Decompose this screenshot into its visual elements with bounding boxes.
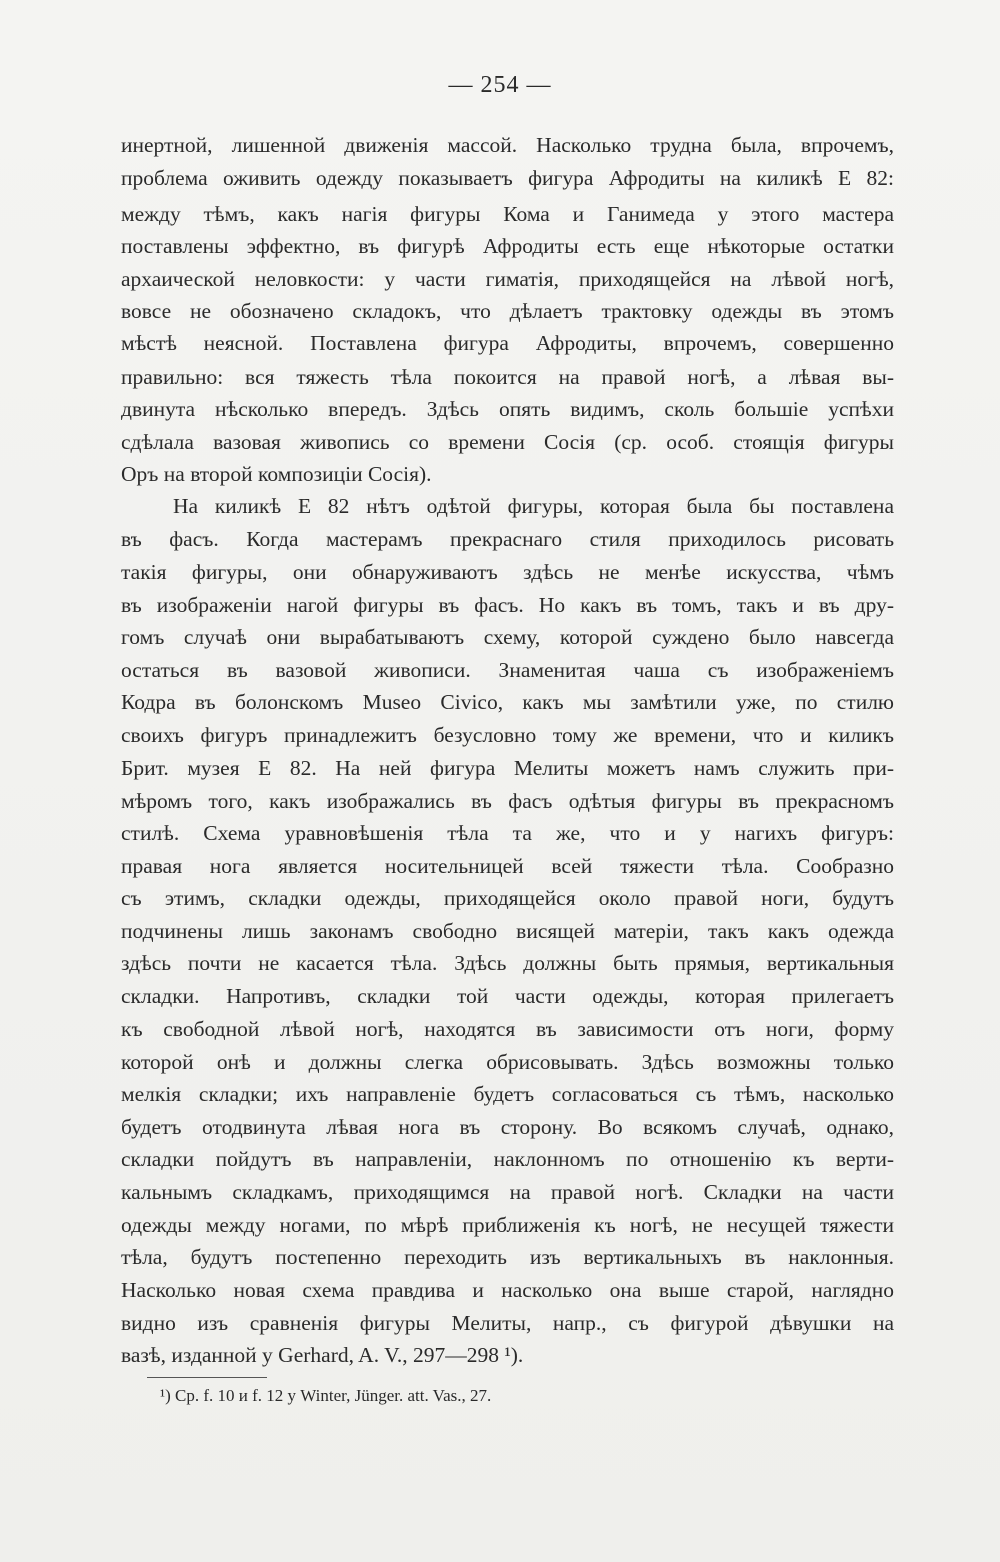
text-line: въ изображеніи нагой фигуры въ фасъ. Но какъ въ томъ, такъ и въ дру- [121,593,894,617]
footnote: ¹) Ср. f. 10 и f. 12 у Winter, Jünger. att. Vas., 27. [160,1386,492,1405]
text-line: инертной, лишенной движенія массой. Насколько трудна была, впрочемъ, [121,133,894,157]
footnote-divider [147,1377,267,1378]
text-line: будетъ отодвинута лѣвая нога въ сторону. Во всякомъ случаѣ, однако, [121,1115,894,1139]
text-line: остаться въ вазовой живописи. Знаменитая чаша съ изображеніемъ [121,658,894,682]
text-line: вовсе не обозначено складокъ, что дѣлаетъ трактовку одежды въ этомъ [121,299,894,323]
text-line: поставлены эффектно, въ фигурѣ Афродиты есть еще нѣкоторые остатки [121,234,894,258]
text-line: Оръ на второй композиціи Сосія). [121,462,432,486]
text-line: складки пойдутъ въ направленіи, наклонномъ по отношенію къ верти- [121,1147,894,1171]
text-line: кальнымъ складкамъ, приходящимся на правой ногѣ. Складки на части [121,1180,894,1204]
text-line: мѣромъ того, какъ изображались въ фасъ одѣтыя фигуры въ прекрасномъ [121,789,894,813]
text-line: двинута нѣсколько впередъ. Здѣсь опять видимъ, сколь большіе успѣхи [121,397,894,421]
text-line: здѣсь почти не касается тѣла. Здѣсь должны быть прямыя, вертикальныя [121,951,894,975]
text-line: видно изъ сравненія фигуры Мелиты, напр., съ фигурой дѣвушки на [121,1311,894,1335]
text-line: своихъ фигуръ принадлежитъ безусловно тому же времени, что и киликъ [121,723,894,747]
text-line: въ фасъ. Когда мастерамъ прекраснаго стиля приходилось рисовать [121,527,894,551]
text-line: которой онѣ и должны слегка обрисовывать. Здѣсь возможны только [121,1050,894,1074]
text-line: На киликѣ E 82 нѣтъ одѣтой фигуры, которая была бы поставлена [173,494,894,518]
text-line: между тѣмъ, какъ нагія фигуры Кома и Ганимеда у этого мастера [121,202,894,226]
text-line: подчинены лишь законамъ свободно висящей матеріи, такъ какъ одежда [121,919,894,943]
text-line: правильно: вся тяжесть тѣла покоится на правой ногѣ, а лѣвая вы- [121,365,894,389]
page-number: — 254 — [448,72,552,98]
text-line: гомъ случаѣ они вырабатываютъ схему, которой суждено было навсегда [121,625,894,649]
text-line: Насколько новая схема правдива и насколько она выше старой, наглядно [121,1278,894,1302]
text-line: вазѣ, изданной у Gerhard, A. V., 297—298 ¹). [121,1343,524,1367]
text-line: правая нога является носительницей всей тяжести тѣла. Сообразно [121,854,894,878]
text-line: такія фигуры, они обнаруживаютъ здѣсь не менѣе искусства, чѣмъ [121,560,894,584]
text-line: Брит. музея E 82. На ней фигура Мелиты можетъ намъ служить при- [121,756,894,780]
text-line: архаической неловкости: у части гиматія, приходящейся на лѣвой ногѣ, [121,267,894,291]
text-line: Кодра въ болонскомъ Museo Civico, какъ мы замѣтили уже, по стилю [121,690,894,714]
text-line: стилѣ. Схема уравновѣшенія тѣла та же, что и у нагихъ фигуръ: [121,821,894,845]
text-line: складки. Напротивъ, складки той части одежды, которая прилегаетъ [121,984,894,1008]
text-line: мелкія складки; ихъ направленіе будетъ согласоваться съ тѣмъ, насколько [121,1082,894,1106]
text-line: сдѣлала вазовая живопись со времени Сосія (ср. особ. стоящія фигуры [121,430,894,454]
text-line: къ свободной лѣвой ногѣ, находятся въ зависимости отъ ноги, форму [121,1017,894,1041]
text-line: съ этимъ, складки одежды, приходящейся около правой ноги, будутъ [121,886,894,910]
text-line: мѣстѣ неясной. Поставлена фигура Афродиты, впрочемъ, совершенно [121,331,894,355]
text-line: проблема оживить одежду показываетъ фигура Афродиты на киликѣ E 82: [121,166,894,190]
text-line: одежды между ногами, по мѣрѣ приближенія къ ногѣ, не несущей тяжести [121,1213,894,1237]
text-line: тѣла, будутъ постепенно переходить изъ вертикальныхъ въ наклонныя. [121,1245,894,1269]
